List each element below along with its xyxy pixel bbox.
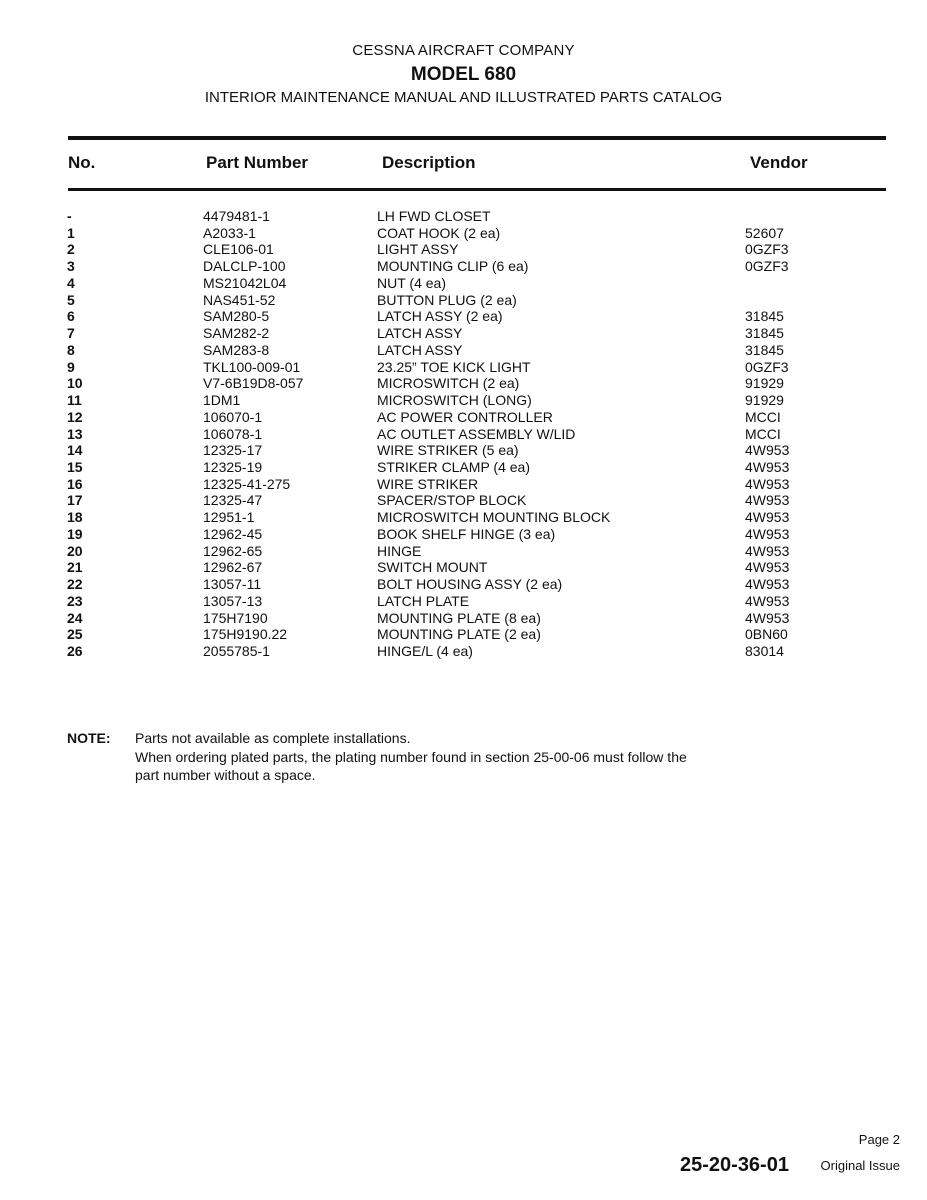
table-row xyxy=(0,342,927,359)
vendor-code: 0GZF3 xyxy=(745,241,789,258)
item-number: 22 xyxy=(67,576,83,593)
table-row xyxy=(0,241,927,258)
document-code: 25-20-36-01 xyxy=(680,1154,789,1176)
table-row xyxy=(0,375,927,392)
vendor-code: 4W953 xyxy=(745,509,790,526)
part-number: 13057-13 xyxy=(203,592,263,609)
item-number: 12 xyxy=(67,408,83,425)
table-row xyxy=(0,476,927,493)
part-number: 12962-45 xyxy=(203,525,263,542)
note-label: NOTE: xyxy=(67,730,111,746)
table-row xyxy=(0,258,927,275)
part-number: TKL100-009-01 xyxy=(203,358,301,375)
item-number: 6 xyxy=(67,308,75,325)
part-description: MICROSWITCH (2 ea) xyxy=(377,375,520,392)
table-row xyxy=(0,492,927,509)
part-number: MS21042L04 xyxy=(203,274,287,291)
part-number: CLE106-01 xyxy=(203,241,274,258)
vendor-code: 0GZF3 xyxy=(745,358,789,375)
part-number: 175H7190 xyxy=(203,609,268,626)
part-number: 12962-67 xyxy=(203,559,263,576)
part-number: 4479481-1 xyxy=(203,208,270,224)
item-number: 4 xyxy=(67,274,75,291)
part-description: MOUNTING PLATE (8 ea) xyxy=(377,609,541,626)
part-number: 12962-65 xyxy=(203,542,263,559)
page-number: Page 2 xyxy=(858,1132,900,1147)
part-description: SWITCH MOUNT xyxy=(377,559,488,576)
part-description: MOUNTING PLATE (2 ea) xyxy=(377,626,541,643)
item-number: 1 xyxy=(67,224,75,241)
part-number: 12325-17 xyxy=(203,442,263,459)
vendor-code: 4W953 xyxy=(745,592,790,609)
part-number: SAM282-2 xyxy=(203,325,270,342)
note-line: Parts not available as complete installations. xyxy=(135,730,411,746)
part-description: LATCH ASSY xyxy=(377,325,463,342)
note-line: part number without a space. xyxy=(135,767,316,783)
part-number: 12325-47 xyxy=(203,492,263,509)
table-row xyxy=(0,308,927,325)
vendor-code: 4W953 xyxy=(745,442,790,459)
item-number: 5 xyxy=(67,291,75,308)
part-number: SAM280-5 xyxy=(203,308,270,325)
part-description: LIGHT ASSY xyxy=(377,241,459,258)
part-description: MOUNTING CLIP (6 ea) xyxy=(377,258,529,275)
item-number: 11 xyxy=(67,392,82,409)
vendor-code: 4W953 xyxy=(745,459,790,476)
part-description: WIRE STRIKER (5 ea) xyxy=(377,442,519,459)
vendor-code: 0GZF3 xyxy=(745,258,789,275)
part-number: SAM283-8 xyxy=(203,341,270,358)
company-name: CESSNA AIRCRAFT COMPANY xyxy=(352,42,575,59)
vendor-code: MCCI xyxy=(745,408,781,425)
part-number: 106078-1 xyxy=(203,425,263,442)
part-number: DALCLP-100 xyxy=(203,258,286,275)
part-number: V7-6B19D8-057 xyxy=(203,375,304,392)
item-number: 9 xyxy=(67,358,75,375)
table-row xyxy=(0,275,927,292)
vendor-code: 4W953 xyxy=(745,542,790,559)
document-header xyxy=(0,42,927,107)
vendor-code: 4W953 xyxy=(745,475,790,492)
part-number: 12325-19 xyxy=(203,459,263,476)
part-number: 2055785-1 xyxy=(203,643,270,660)
part-description: STRIKER CLAMP (4 ea) xyxy=(377,459,531,476)
vendor-code: 83014 xyxy=(745,643,784,660)
vendor-code: 91929 xyxy=(745,392,784,409)
vendor-code: 31845 xyxy=(745,341,784,358)
part-number: 106070-1 xyxy=(203,408,263,425)
item-number: 8 xyxy=(67,341,75,358)
table-row xyxy=(0,526,927,543)
item-number: 16 xyxy=(67,475,83,492)
part-description: LATCH ASSY (2 ea) xyxy=(377,308,503,325)
item-number: 14 xyxy=(67,442,83,459)
part-description: NUT (4 ea) xyxy=(377,274,446,291)
table-row xyxy=(0,359,927,376)
vendor-code: 0BN60 xyxy=(745,626,788,643)
item-number: 18 xyxy=(67,509,83,526)
part-description: LH FWD CLOSET xyxy=(377,208,491,224)
vendor-code: 4W953 xyxy=(745,576,790,593)
item-number: 3 xyxy=(67,258,75,275)
vendor-code: 4W953 xyxy=(745,609,790,626)
table-row xyxy=(0,409,927,426)
part-number: 12951-1 xyxy=(203,509,255,526)
vendor-code: 4W953 xyxy=(745,492,790,509)
part-description: AC POWER CONTROLLER xyxy=(377,408,553,425)
item-number: - xyxy=(67,208,72,224)
part-number: 1DM1 xyxy=(203,392,241,409)
part-description: BOOK SHELF HINGE (3 ea) xyxy=(377,525,556,542)
item-number: 17 xyxy=(67,492,83,509)
table-row xyxy=(0,325,927,342)
column-header-part-number: Part Number xyxy=(206,153,309,172)
part-description: WIRE STRIKER xyxy=(377,475,479,492)
column-header-no: No. xyxy=(68,153,96,172)
part-description: MICROSWITCH MOUNTING BLOCK xyxy=(377,509,611,526)
part-number: 13057-11 xyxy=(203,576,262,593)
item-number: 21 xyxy=(67,559,83,576)
part-number: NAS451-52 xyxy=(203,291,276,308)
part-description: MICROSWITCH (LONG) xyxy=(377,392,532,409)
item-number: 10 xyxy=(67,375,83,392)
item-number: 15 xyxy=(67,459,83,476)
table-row xyxy=(0,392,927,409)
table-row xyxy=(0,643,927,660)
table-row xyxy=(0,442,927,459)
table-row xyxy=(0,208,927,225)
column-header-description: Description xyxy=(382,153,476,172)
vendor-code: MCCI xyxy=(745,425,781,442)
table-row xyxy=(0,610,927,627)
vendor-code: 52607 xyxy=(745,224,784,241)
table-row xyxy=(0,559,927,576)
vendor-code: 91929 xyxy=(745,375,784,392)
part-description: HINGE/L (4 ea) xyxy=(377,643,473,660)
table-row xyxy=(0,426,927,443)
part-number: 175H9190.22 xyxy=(203,626,288,643)
part-number: 12325-41-275 xyxy=(203,475,291,492)
part-description: LATCH PLATE xyxy=(377,592,470,609)
part-number: A2033-1 xyxy=(203,224,256,241)
vendor-code: 31845 xyxy=(745,308,784,325)
vendor-code: 4W953 xyxy=(745,525,790,542)
part-description: COAT HOOK (2 ea) xyxy=(377,224,501,241)
item-number: 26 xyxy=(67,643,83,660)
item-number: 7 xyxy=(67,325,75,342)
part-description: SPACER/STOP BLOCK xyxy=(377,492,527,509)
part-description: HINGE xyxy=(377,542,422,559)
item-number: 13 xyxy=(67,425,83,442)
table-row xyxy=(0,509,927,526)
item-number: 19 xyxy=(67,525,83,542)
note-body xyxy=(135,729,815,785)
item-number: 20 xyxy=(67,542,83,559)
item-number: 25 xyxy=(67,626,83,643)
vendor-code: 4W953 xyxy=(745,559,790,576)
issue-status: Original Issue xyxy=(820,1158,900,1173)
manual-title: INTERIOR MAINTENANCE MANUAL AND ILLUSTRATED PARTS CATALOG xyxy=(204,89,723,106)
part-description: BUTTON PLUG (2 ea) xyxy=(377,291,517,308)
table-row xyxy=(0,225,927,242)
part-description: 23.25” TOE KICK LIGHT xyxy=(377,358,531,375)
item-number: 23 xyxy=(67,592,83,609)
table-row xyxy=(0,576,927,593)
table-row xyxy=(0,459,927,476)
item-number: 24 xyxy=(67,609,83,626)
table-row xyxy=(0,626,927,643)
note-line: When ordering plated parts, the plating number found in section 25-00-06 must follow the xyxy=(135,748,687,765)
table-row xyxy=(0,593,927,610)
table-row xyxy=(0,292,927,309)
item-number: 2 xyxy=(67,241,75,258)
part-description: LATCH ASSY xyxy=(377,341,463,358)
part-description: AC OUTLET ASSEMBLY W/LID xyxy=(377,425,576,442)
header-divider-top xyxy=(68,136,886,140)
vendor-code: 31845 xyxy=(745,325,784,342)
header-divider-bottom xyxy=(68,188,886,191)
table-row xyxy=(0,543,927,560)
model-title: MODEL 680 xyxy=(410,64,517,85)
column-header-vendor: Vendor xyxy=(750,153,808,172)
parts-list xyxy=(0,208,927,660)
part-description: BOLT HOUSING ASSY (2 ea) xyxy=(377,576,563,593)
